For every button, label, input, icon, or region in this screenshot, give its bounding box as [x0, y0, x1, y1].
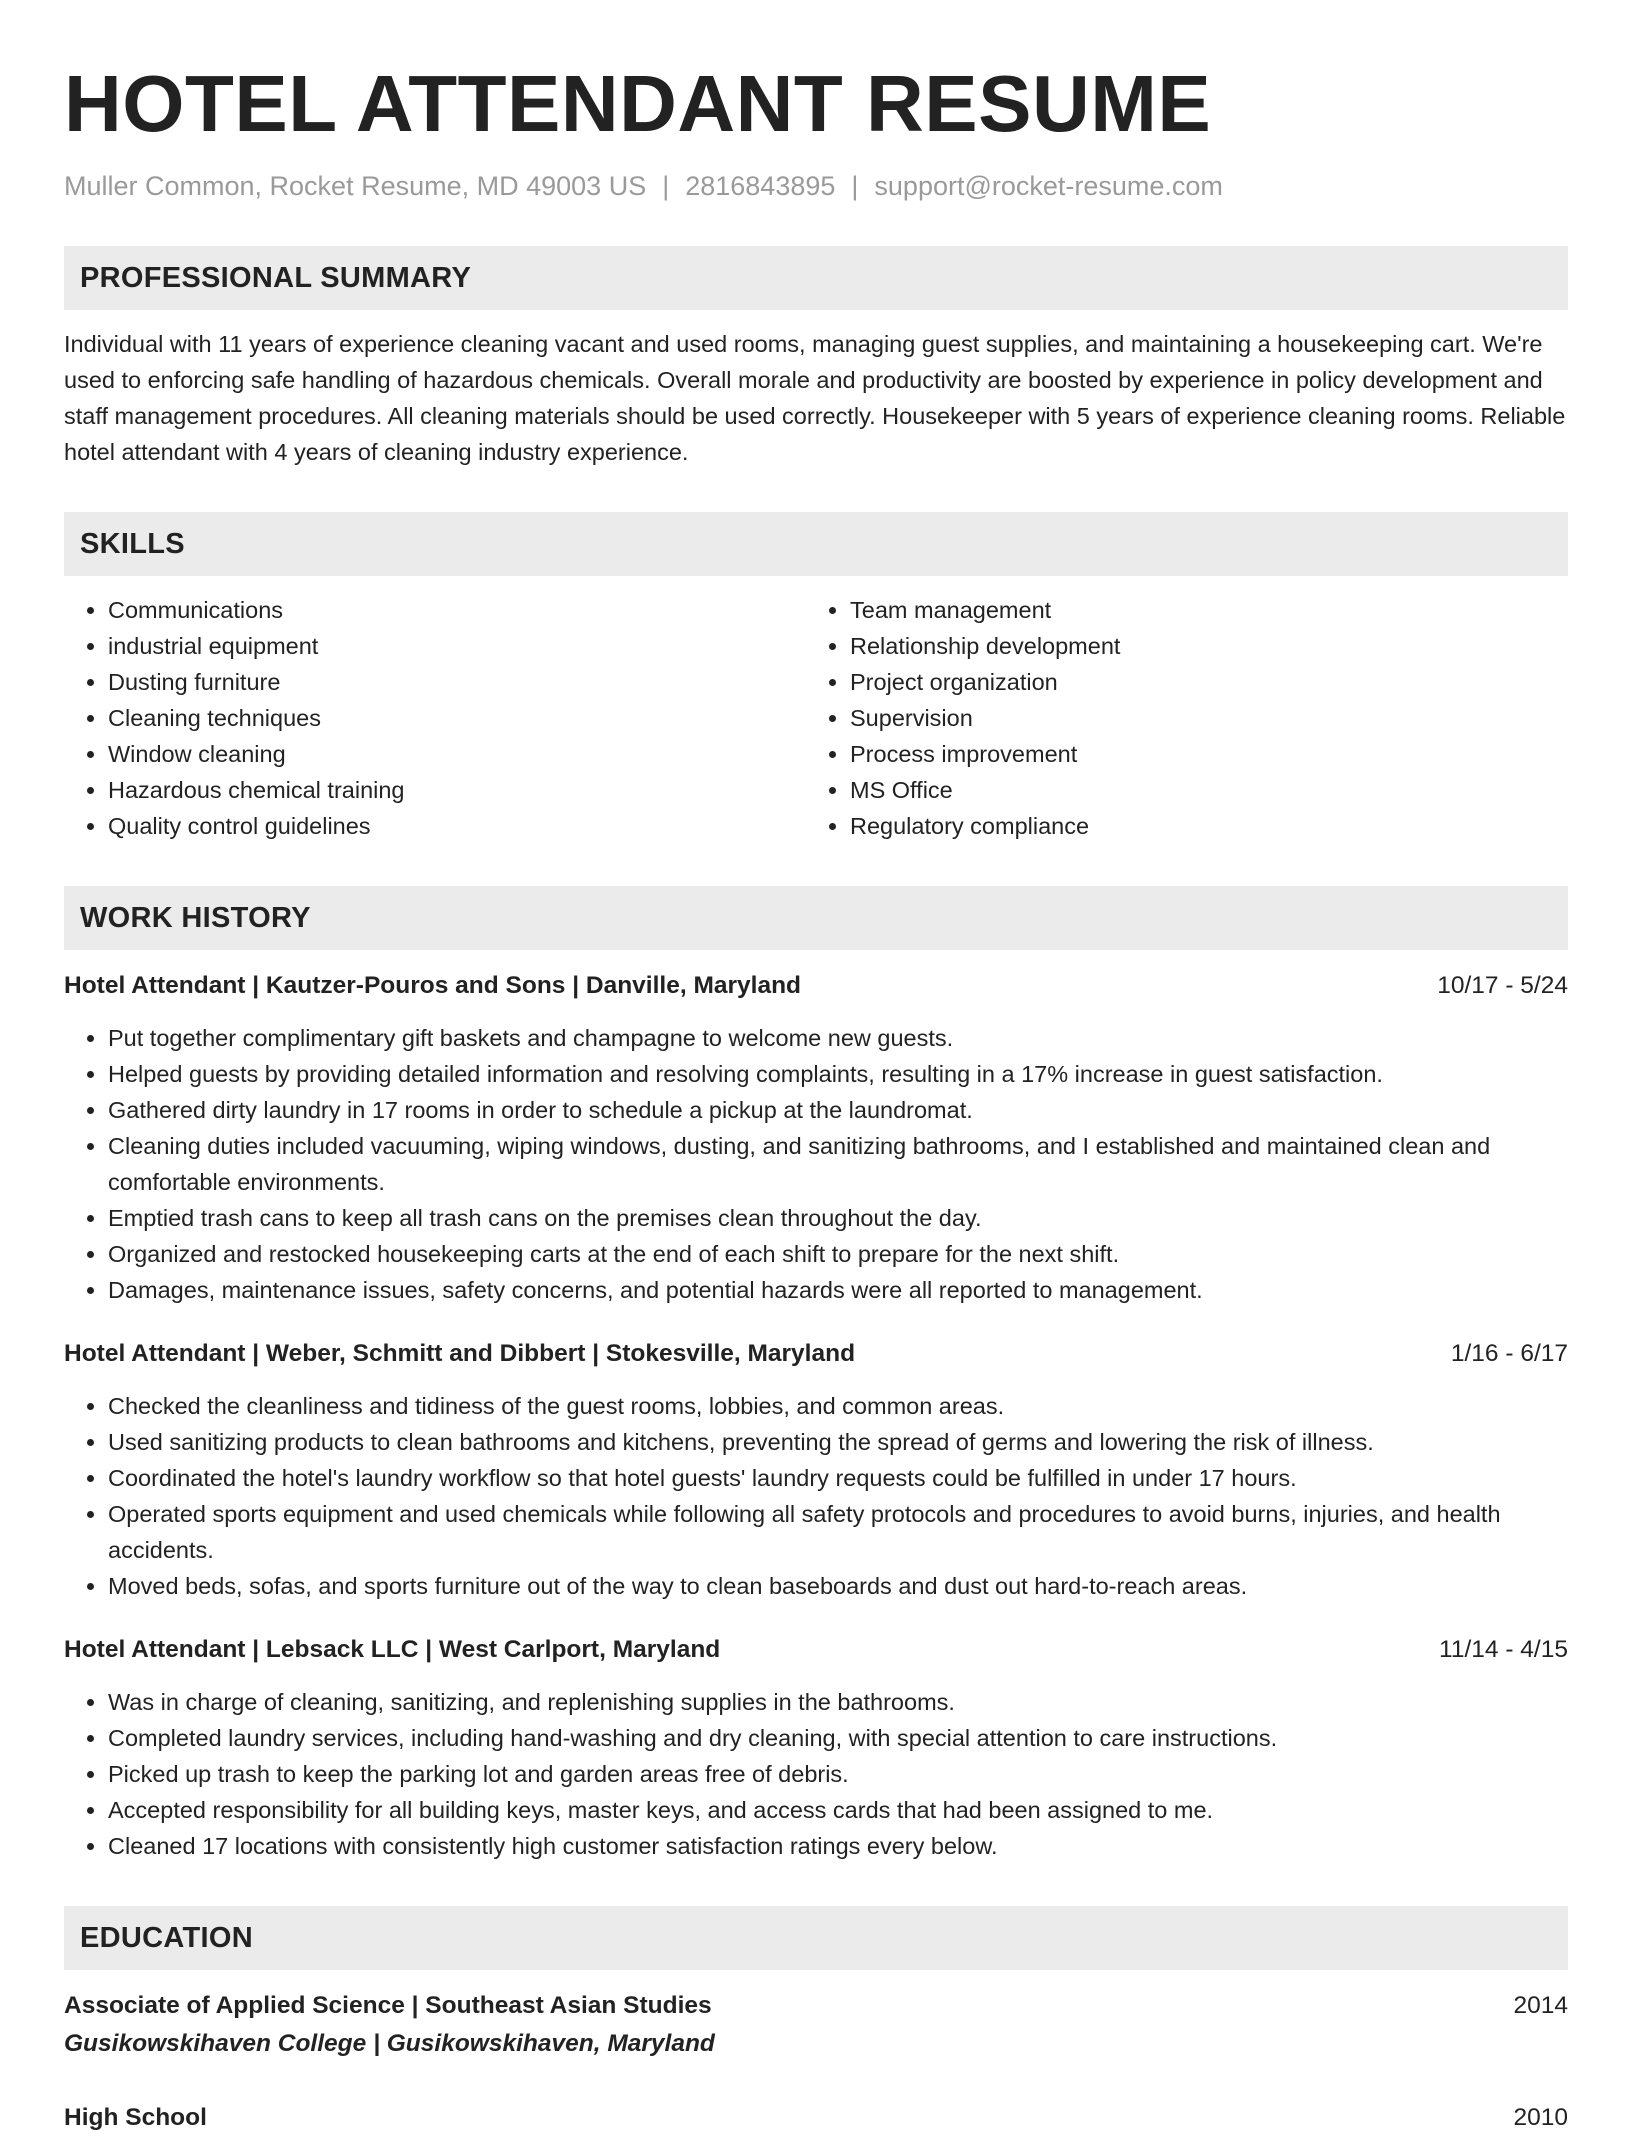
- skill-item: • MS Office: [850, 772, 1548, 808]
- skill-item: • Supervision: [850, 700, 1548, 736]
- job-bullet: • Operated sports equipment and used chemicals while following all safety protocols and procedures to avoid burns, injuries, and health accidents.: [108, 1496, 1568, 1568]
- education-entry: [64, 1988, 1568, 2062]
- job-entry: [64, 1632, 1568, 1864]
- job-bullet: • Put together complimentary gift baskets and champagne to welcome new guests.: [108, 1020, 1568, 1056]
- job-entry: [64, 968, 1568, 1308]
- job-dates: 11/14 - 4/15: [1439, 1636, 1568, 1663]
- job-header: [64, 968, 1568, 1004]
- education-year: 2014: [1513, 1992, 1568, 2019]
- education-entry: [64, 2100, 1568, 2136]
- job-bullet: • Coordinated the hotel's laundry workflow so that hotel guests' laundry requests could be fulfilled in under 17 hours.: [108, 1460, 1568, 1496]
- skills-list: [64, 592, 1568, 844]
- job-bullet: • Used sanitizing products to clean bathrooms and kitchens, preventing the spread of germs and lowering the risk of illness.: [108, 1424, 1568, 1460]
- skill-item: • Window cleaning: [108, 736, 806, 772]
- skill-item: • Relationship development: [850, 628, 1548, 664]
- skill-item: • Cleaning techniques: [108, 700, 806, 736]
- summary-text: Individual with 11 years of experience cleaning vacant and used rooms, managing guest supplies, and maintaining a housekeeping cart. We're used to enforcing safe handling of hazardous chemicals. Overall morale and productivity are boosted by experience in policy development and staff management procedures. All cleaning materials should be used correctly. Housekeeper with 5 years of experience cleaning rooms. Reliable hotel attendant with 4 years of cleaning industry experience.: [64, 331, 1566, 465]
- contact-separator: |: [851, 171, 859, 201]
- job-title: Hotel Attendant | Lebsack LLC | West Carlport, Maryland: [64, 1636, 721, 1663]
- skill-item: • Project organization: [850, 664, 1548, 700]
- job-bullet: • Helped guests by providing detailed information and resolving complaints, resulting in a 17% increase in guest satisfaction.: [108, 1056, 1568, 1092]
- job-bullet: • Cleaning duties included vacuuming, wiping windows, dusting, and sanitizing bathrooms, and I established and maintained clean and comfortable environments.: [108, 1128, 1568, 1200]
- education-school: Gusikowskihaven College | Gusikowskihaven, Maryland: [64, 2030, 715, 2057]
- job-bullets: [64, 1684, 1568, 1864]
- job-header: [64, 1632, 1568, 1668]
- job-entry: [64, 1336, 1568, 1604]
- skill-item: • Communications: [108, 592, 806, 628]
- job-bullet: • Emptied trash cans to keep all trash cans on the premises clean throughout the day.: [108, 1200, 1568, 1236]
- summary-heading: PROFESSIONAL SUMMARY: [80, 261, 472, 294]
- job-bullets: [64, 1388, 1568, 1604]
- skills-column-left: [64, 592, 806, 844]
- job-bullet: • Accepted responsibility for all building keys, master keys, and access cards that had been assigned to me.: [108, 1792, 1568, 1828]
- skill-item: • Process improvement: [850, 736, 1548, 772]
- work-section-header: [64, 886, 1568, 950]
- job-bullet: • Cleaned 17 locations with consistently high customer satisfaction ratings every below.: [108, 1828, 1568, 1864]
- skills-section-header: [64, 512, 1568, 576]
- skill-item: • Regulatory compliance: [850, 808, 1548, 844]
- education-header: [64, 2100, 1568, 2136]
- education-header: [64, 1988, 1568, 2024]
- job-title: Hotel Attendant | Weber, Schmitt and Dibbert | Stokesville, Maryland: [64, 1340, 856, 1367]
- skill-item: • Quality control guidelines: [108, 808, 806, 844]
- skill-item: • Hazardous chemical training: [108, 772, 806, 808]
- job-bullet: • Gathered dirty laundry in 17 rooms in order to schedule a pickup at the laundromat.: [108, 1092, 1568, 1128]
- skills-column-right: [806, 592, 1548, 844]
- job-bullet: • Moved beds, sofas, and sports furniture out of the way to clean baseboards and dust out hard-to-reach areas.: [108, 1568, 1568, 1604]
- education-section-header: [64, 1906, 1568, 1970]
- education-year: 2010: [1513, 2104, 1568, 2131]
- job-bullet: • Picked up trash to keep the parking lot and garden areas free of debris.: [108, 1756, 1568, 1792]
- job-bullet: • Completed laundry services, including hand-washing and dry cleaning, with special attention to care instructions.: [108, 1720, 1568, 1756]
- skill-item: • Team management: [850, 592, 1548, 628]
- job-bullet: • Organized and restocked housekeeping carts at the end of each shift to prepare for the next shift.: [108, 1236, 1568, 1272]
- skill-item: • industrial equipment: [108, 628, 806, 664]
- education-heading: EDUCATION: [80, 1921, 253, 1954]
- job-bullets: [64, 1020, 1568, 1308]
- skill-item: • Dusting furniture: [108, 664, 806, 700]
- job-header: [64, 1336, 1568, 1372]
- resume-title: HOTEL ATTENDANT RESUME: [64, 59, 1212, 148]
- education-degree: Associate of Applied Science | Southeast Asian Studies: [64, 1992, 712, 2019]
- skills-heading: SKILLS: [80, 527, 185, 560]
- contact-phone: 2816843895: [685, 171, 836, 201]
- job-dates: 1/16 - 6/17: [1450, 1340, 1568, 1367]
- job-title: Hotel Attendant | Kautzer-Pouros and Sons | Danville, Maryland: [64, 972, 802, 999]
- job-dates: 10/17 - 5/24: [1437, 972, 1568, 999]
- contact-separator: |: [662, 171, 670, 201]
- contact-address: Muller Common, Rocket Resume, MD 49003 US: [64, 171, 647, 201]
- work-heading: WORK HISTORY: [80, 901, 311, 934]
- education-degree: High School: [64, 2104, 207, 2131]
- job-bullet: • Damages, maintenance issues, safety concerns, and potential hazards were all reported to management.: [108, 1272, 1568, 1308]
- job-bullet: • Was in charge of cleaning, sanitizing, and replenishing supplies in the bathrooms.: [108, 1684, 1568, 1720]
- summary-section-header: [64, 246, 1568, 310]
- job-bullet: • Checked the cleanliness and tidiness of the guest rooms, lobbies, and common areas.: [108, 1388, 1568, 1424]
- contact-line: [64, 168, 1568, 204]
- contact-email: support@rocket-resume.com: [874, 171, 1223, 201]
